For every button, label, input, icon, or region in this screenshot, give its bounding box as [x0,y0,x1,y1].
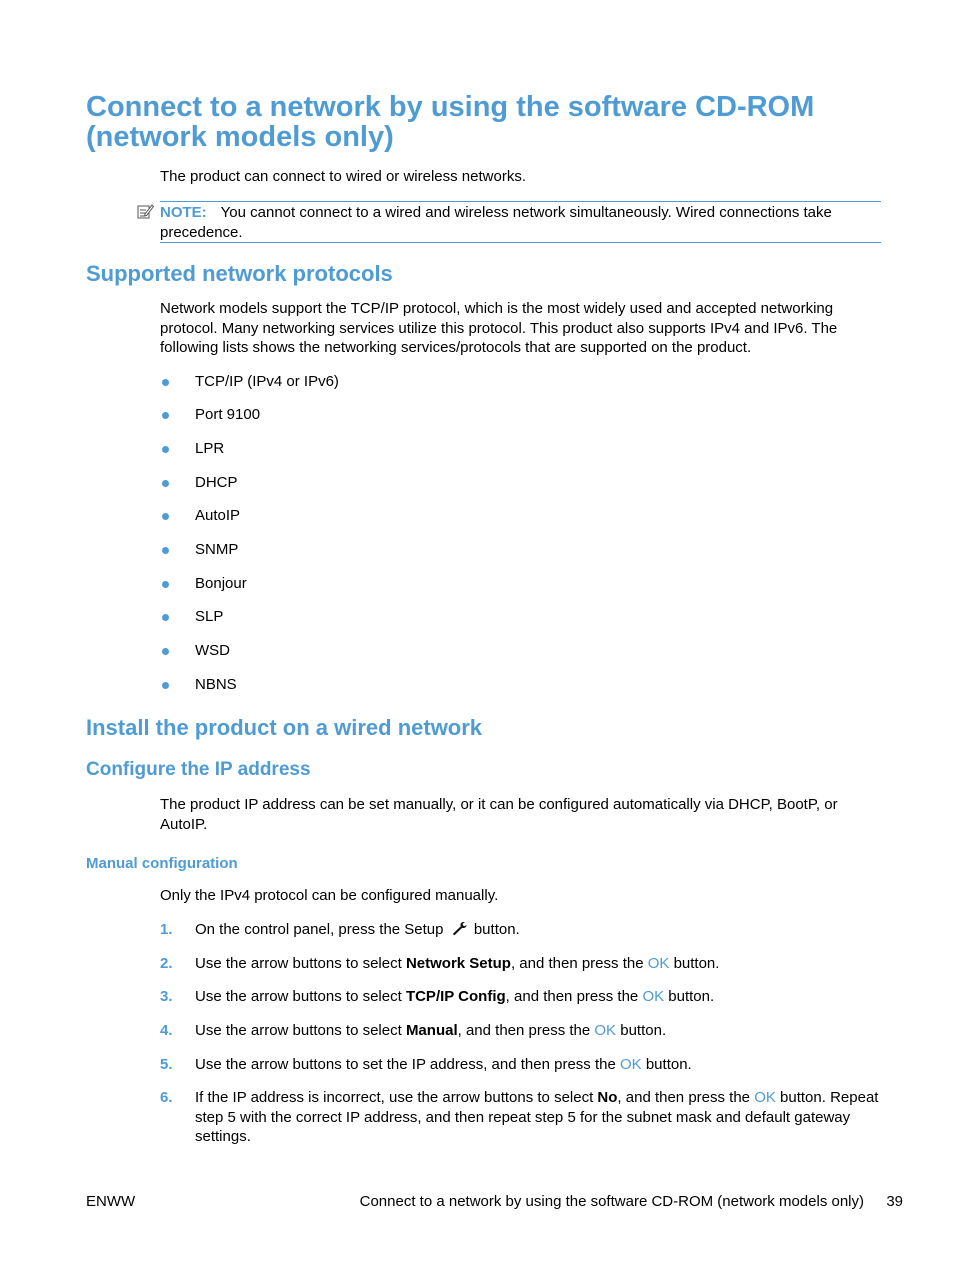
step-number: 4. [160,1022,173,1039]
bullet-icon [162,480,169,487]
bullet-icon [162,547,169,554]
list-item-text: DHCP [195,474,238,491]
list-item [162,641,862,661]
configure-ip-paragraph: The product IP address can be set manually, or it can be configured automatically via DHCP, BootP, or AutoIP. [160,796,838,833]
step-bold-term: TCP/IP Config [405,988,506,1005]
step-text-part: , and then press the [457,1022,595,1039]
step-text [195,920,880,940]
list-item-text: LPR [195,440,225,457]
list-item-text: TCP/IP (IPv4 or IPv6) [195,373,339,390]
step-number: 6. [160,1089,173,1106]
step-number: 3. [160,988,173,1005]
step-bold-term: No [597,1089,618,1106]
step-text-part: Use the arrow buttons to set the IP address, and then press the [195,1056,620,1073]
list-item [162,506,862,526]
step-text [195,987,880,1007]
step-text-part: Use the arrow buttons to select [195,1022,406,1039]
step-bold-term: Manual [405,1022,458,1039]
intro-text: The product can connect to wired or wireless networks. [160,168,526,185]
step-bold-term: Network Setup [405,955,511,972]
list-item [162,607,862,627]
list-item-text: WSD [195,642,230,659]
manual-config-intro: Only the IPv4 protocol can be configured manually. [160,887,499,904]
ok-button-label: OK [754,1089,776,1106]
step-text-part: If the IP address is incorrect, use the arrow buttons to select [195,1089,598,1106]
list-item-text: Port 9100 [195,406,261,423]
note-icon [137,203,154,220]
wrench-icon [452,921,468,936]
wired-heading: Install the product on a wired network [86,715,483,740]
bullet-icon [162,581,169,588]
step-number: 5. [160,1056,173,1073]
manual-config-heading: Manual configuration [86,855,238,872]
ok-button-label: OK [647,955,670,972]
note-box [160,201,881,243]
list-item [162,675,862,695]
list-item-text: SNMP [195,541,239,558]
bullet-icon [162,614,169,621]
step-text-part: Use the arrow buttons to select [195,955,406,972]
step-text [195,1021,880,1041]
step-text-part: On the control panel, press the Setup [195,921,444,938]
list-item [162,574,862,594]
step-text-part: , and then press the [505,988,643,1005]
bullet-icon [162,513,169,520]
list-item-text: NBNS [195,676,237,693]
step-text-part: button. [669,955,720,972]
list-item [162,473,862,493]
step-text [195,1055,880,1075]
list-item [162,372,862,392]
bullet-icon [162,379,169,386]
step-text-part: button. [616,1022,667,1039]
protocols-paragraph: Network models support the TCP/IP protocol, which is the most widely used and accepted networking protocol. Many networking services utilize this protocol. This product also supports IPv4 and IPv6. The following lists shows the networking services/protocols that are supported on the product. [160,300,838,356]
bullet-icon [162,412,169,419]
bullet-icon [162,648,169,655]
ok-button-label: OK [642,988,665,1005]
step-text-part: button. Repeat step 5 with the correct IP address, and then repeat step 5 for the subnet mask and default gateway settings. [195,1089,879,1145]
step-text-part: button. [473,921,520,938]
step-text [195,1088,880,1147]
note-content [160,203,860,242]
list-item [162,439,862,459]
step-text [195,954,880,974]
note-label: NOTE: [160,204,207,221]
step-text-part: button. [664,988,715,1005]
step-number: 2. [160,955,173,972]
ok-button-label: OK [619,1056,642,1073]
footer-title: Connect to a network by using the software CD-ROM (network models only) [359,1193,864,1210]
step-text-part: , and then press the [510,955,648,972]
list-item [162,540,862,560]
step-text-part: , and then press the [617,1089,755,1106]
step-number: 1. [160,921,173,938]
page-number: 39 [886,1193,903,1210]
list-item-text: SLP [195,608,224,625]
protocols-heading: Supported network protocols [86,261,393,286]
list-item-text: Bonjour [195,575,247,592]
note-text: You cannot connect to a wired and wireless network simultaneously. Wired connections take precedence. [160,204,832,241]
page-title: Connect to a network by using the software CD-ROM (network models only) [86,91,815,153]
bullet-icon [162,682,169,689]
footer-left: ENWW [86,1193,136,1210]
configure-ip-heading: Configure the IP address [86,759,311,780]
list-item [162,405,862,425]
bullet-icon [162,446,169,453]
step-text-part: Use the arrow buttons to select [195,988,406,1005]
step-text-part: button. [641,1056,692,1073]
ok-button-label: OK [594,1022,617,1039]
list-item-text: AutoIP [195,507,241,524]
